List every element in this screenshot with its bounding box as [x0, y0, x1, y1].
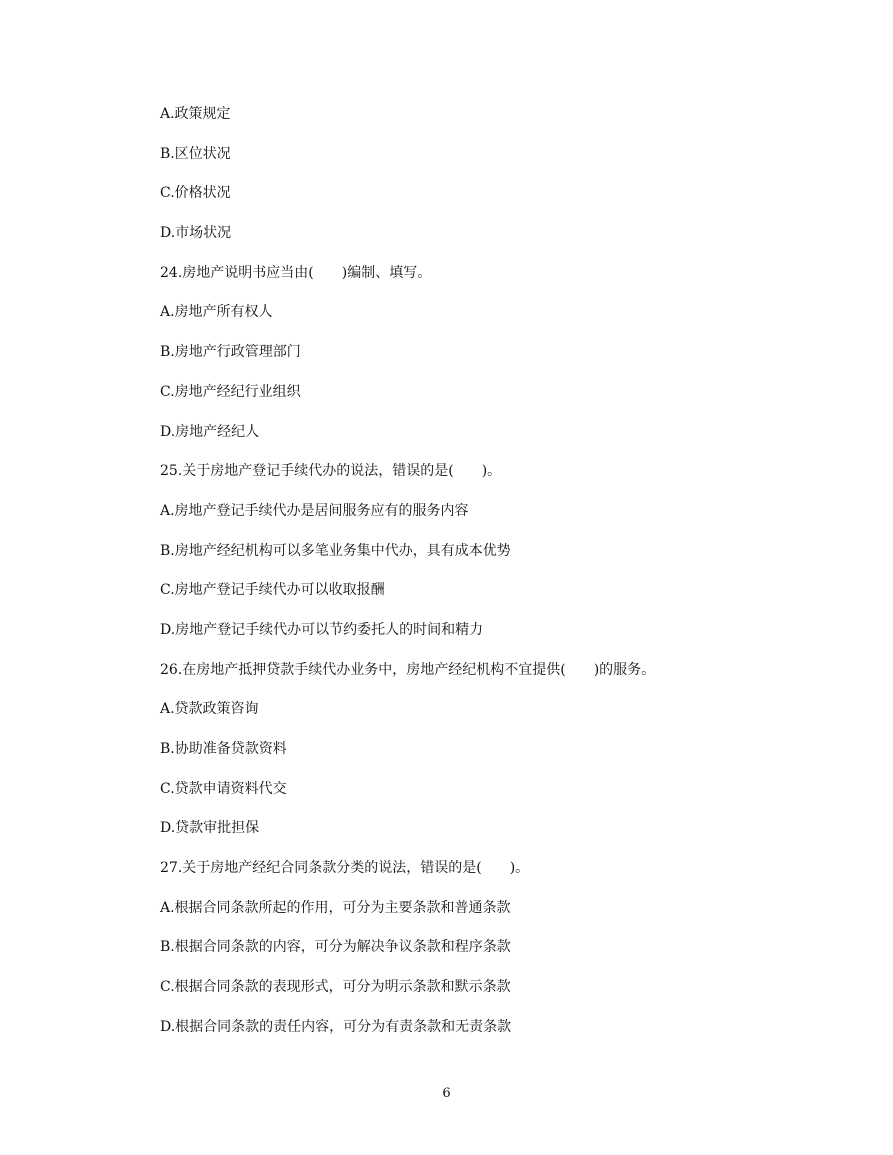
q26-option-c: C.贷款申请资料代交	[160, 781, 287, 797]
q24-option-b: B.房地产行政管理部门	[160, 344, 301, 360]
q25-option-d: D.房地产登记手续代办可以节约委托人的时间和精力	[160, 622, 484, 638]
q27-option-a: A.根据合同条款所起的作用，可分为主要条款和普通条款	[160, 900, 511, 916]
q26-option-a: A.贷款政策咨询	[160, 701, 259, 717]
page-number: 6	[442, 1086, 451, 1101]
question-26: 26.在房地产抵押贷款手续代办业务中，房地产经纪机构不宜提供( )的服务。	[160, 662, 656, 678]
q25-option-a: A.房地产登记手续代办是居间服务应有的服务内容	[160, 503, 469, 519]
question-25: 25.关于房地产登记手续代办的说法，错误的是( )。	[160, 463, 502, 479]
q27-option-b: B.根据合同条款的内容，可分为解决争议条款和程序条款	[160, 939, 511, 955]
q23-option-c: C.价格状况	[160, 185, 231, 201]
question-24: 24.房地产说明书应当由( )编制、填写。	[160, 265, 432, 281]
q26-option-d: D.贷款审批担保	[160, 820, 260, 836]
q23-option-d: D.市场状况	[160, 225, 232, 241]
q25-option-b: B.房地产经纪机构可以多笔业务集中代办，具有成本优势	[160, 543, 511, 559]
q23-option-a: A.政策规定	[160, 106, 231, 122]
q24-option-d: D.房地产经纪人	[160, 424, 260, 440]
q24-option-c: C.房地产经纪行业组织	[160, 384, 301, 400]
q23-option-b: B.区位状况	[160, 146, 231, 162]
question-27: 27.关于房地产经纪合同条款分类的说法，错误的是( )。	[160, 860, 530, 876]
q24-option-a: A.房地产所有权人	[160, 304, 273, 320]
q26-option-b: B.协助准备贷款资料	[160, 741, 287, 757]
q27-option-c: C.根据合同条款的表现形式，可分为明示条款和默示条款	[160, 979, 511, 995]
q25-option-c: C.房地产登记手续代办可以收取报酬	[160, 582, 385, 598]
q27-option-d: D.根据合同条款的责任内容，可分为有责条款和无责条款	[160, 1019, 512, 1035]
